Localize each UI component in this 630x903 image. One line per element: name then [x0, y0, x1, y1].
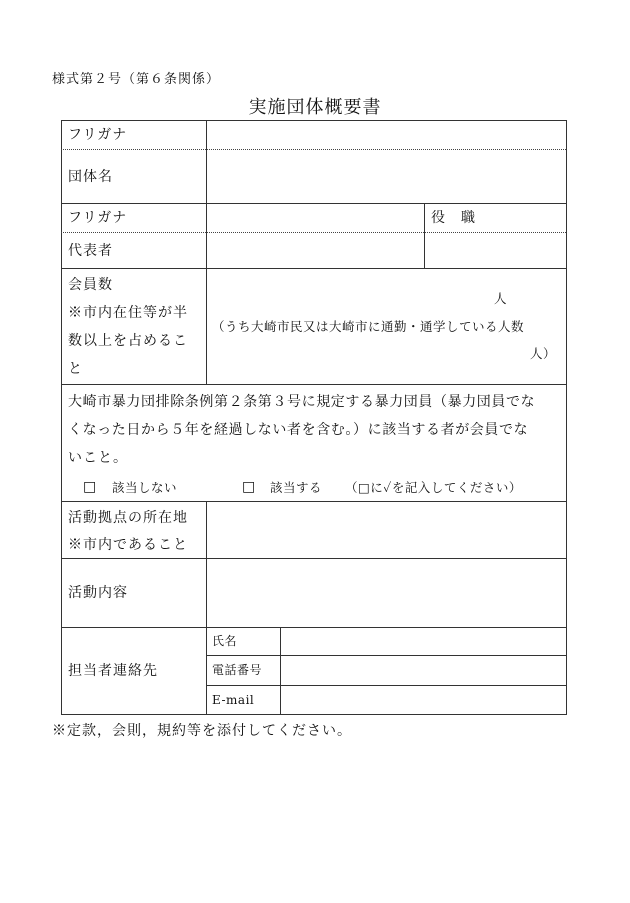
- attachment-footnote: ※定款，会則，規約等を添付してください。: [52, 723, 352, 739]
- table-border-right: [566, 120, 567, 715]
- members-note-line3: と: [68, 361, 83, 377]
- contact-email-field[interactable]: [281, 686, 566, 714]
- position-field[interactable]: [425, 233, 566, 268]
- members-note-line2: 数以上を占めるこ: [68, 333, 188, 349]
- form-number: 様式第２号（第６条関係）: [52, 72, 221, 87]
- applicable-label: 該当する: [270, 480, 323, 495]
- position-label: 役 職: [431, 210, 476, 226]
- checkbox-instruction: （□に✓を記入してください）: [345, 480, 522, 495]
- org-name-field[interactable]: [207, 150, 566, 203]
- not-applicable-label: 該当しない: [112, 480, 178, 495]
- activity-field[interactable]: [207, 559, 566, 627]
- rep-furigana-label: フリガナ: [68, 210, 128, 226]
- members-local-count-field[interactable]: [210, 342, 528, 366]
- row-divider-members: [61, 384, 567, 385]
- contact-label: 担当者連絡先: [68, 663, 158, 679]
- contact-phone-field[interactable]: [281, 656, 566, 685]
- org-furigana-label: フリガナ: [68, 127, 128, 143]
- base-location-label: 活動拠点の所在地: [68, 510, 188, 526]
- not-applicable-checkbox[interactable]: □: [83, 479, 98, 495]
- table-border-bottom: [61, 714, 567, 715]
- base-location-field[interactable]: [207, 502, 566, 558]
- members-breakdown: （うち大崎市民又は大崎市に通勤・通学している人数: [212, 319, 525, 334]
- contact-name-field[interactable]: [281, 628, 566, 655]
- rep-label: 代表者: [68, 243, 113, 259]
- rep-name-field[interactable]: [207, 233, 424, 268]
- contact-name-label: 氏名: [212, 634, 238, 648]
- org-furigana-field[interactable]: [207, 121, 566, 149]
- org-name-label: 団体名: [68, 169, 113, 185]
- gang-clause-line2: くなった日から５年を経過しない者を含む。）に該当する者が会員でな: [68, 422, 529, 438]
- gang-clause-line3: いこと。: [68, 450, 128, 466]
- members-label: 会員数: [68, 277, 113, 293]
- row-divider-rep: [61, 268, 567, 269]
- members-unit: 人: [494, 291, 508, 306]
- table-border-left: [61, 120, 62, 715]
- base-location-note: ※市内であること: [68, 537, 188, 553]
- members-breakdown-unit: 人）: [530, 346, 557, 361]
- applicable-checkbox[interactable]: □: [242, 479, 257, 495]
- rep-furigana-field[interactable]: [207, 204, 424, 232]
- activity-label: 活動内容: [68, 585, 128, 601]
- contact-email-label: E-mail: [212, 693, 255, 707]
- document-title: 実施団体概要書: [248, 97, 382, 118]
- contact-phone-label: 電話番号: [212, 663, 263, 677]
- gang-clause-line1: 大崎市暴力団排除条例第２条第３号に規定する暴力団員（暴力団員でな: [68, 394, 536, 410]
- members-count-field[interactable]: [210, 285, 490, 309]
- members-note-line1: ※市内在住等が半: [68, 305, 188, 321]
